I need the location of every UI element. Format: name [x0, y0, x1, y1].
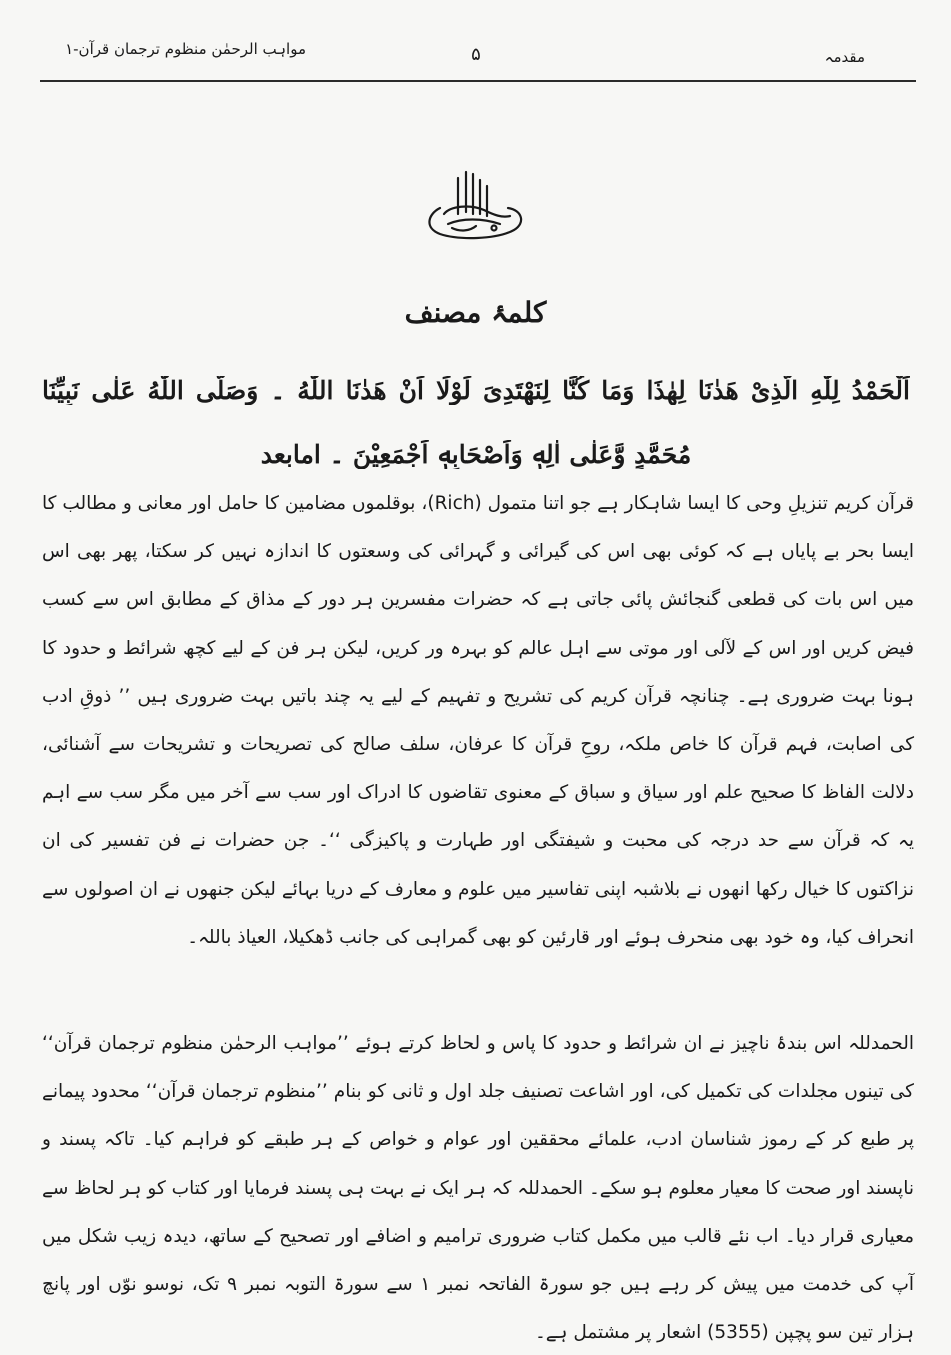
- body-paragraph-2: الحمدللہ اس بندۂ ناچیز نے ان شرائط و حدود کا پاس و لحاظ کرتے ہوئے ’’مواہب الرحمٰن منظوم ترجمان قرآن‘‘ کی تینوں مجلدات کی تکمیل کی، اور اشاعت تصنیف جلد اول و ثانی کو بنام ’’منظوم ترجمان قرآن‘‘ محدود پیمانے پر طبع کر کے رموز شناسان ادب، علمائے محققین اور عوام و خواص کے ہر طبقے کو فراہم کیا۔ تاکہ پسند و ناپسند اور صحت کا معیار معلوم ہو سکے۔ الحمدللہ کہ ہر ایک نے بہت ہی پسند فرمایا اور کتاب کو ہر لحاظ سے معیاری قرار دیا۔ اب نئے قالب میں مکمل کتاب ضروری ترامیم و اضافے اور تصحیح کے ساتھ، دیدہ زیب شکل میں آپ کی خدمت میں پیش کر رہے ہیں جو سورۃ الفاتحہ نمبر ۱ سے سورۃ التوبہ نمبر ۹ تک، نوسو نوّں اور پانچ ہزار تین سو پچپن (5355) اشعار پر مشتمل ہے۔: [42, 1033, 915, 1344]
- section-label: مقدمہ: [824, 48, 865, 66]
- book-title: مواہب الرحمٰن منظوم ترجمان قرآن-۱: [65, 40, 306, 58]
- body-paragraph-1: قرآن کریم تنزیلِ وحی کا ایسا شاہکار ہے جو اتنا متمول (Rich)، بوقلموں مضامین کا حامل اور معانی و مطالب کا ایسا بحر بے پایاں ہے کہ کوئی بھی اس کی گیرائی و گہرائی کی وسعتوں کا اندازہ نہیں کر سکتا، پھر بھی اس میں اس بات کی قطعی گنجائش پائی جاتی ہے کہ حضرات مفسرین ہر دور کے مذاق کے مطابق اس سے کسب فیض کریں اور اس کے لآلی اور موتی سے اہل عالم کو بہرہ ور کریں، لیکن ہر فن کے لیے کچھ شرائط و حدود کا ہونا بہت ضروری ہے۔ چنانچہ قرآن کریم کی تشریح و تفہیم کے لیے یہ چند باتیں بہت ضروری ہیں ’’ ذوقِ ادب کی اصابت، فہم قرآن کا خاص ملکہ، روحِ قرآن کا عرفان، سلف صالح کی تصریحات و تشریحات سے آشنائی، دلالت الفاظ کا صحیح علم اور سیاق و سباق کے معنوی تقاضوں کا ادراک اور سب سے آخر میں مگر سب سے اہم یہ کہ قرآن سے حد درجہ کی محبت و شیفتگی اور طہارت و پاکیزگی ‘‘۔ جن حضرات نے فن تفسیر کی ان نزاکتوں کا خیال رکھا انھوں نے بلاشبہ اپنی تفاسیر میں علوم و معارف کے دریا بہائے لیکن جنھوں نے ان اصولوں سے انحراف کیا، وہ خود بھی منحرف ہوئے اور قارئین کو بھی گمراہی کی جانب ڈھکیلا، العیاذ باللہ۔: [42, 493, 914, 948]
- running-header: [0, 0, 951, 90]
- page-number: ۵: [471, 44, 481, 65]
- chapter-title: کلمۂ مصنف: [404, 296, 547, 329]
- header-rule: [40, 80, 916, 82]
- arabic-invocation-line-2: مُحَمَّدٍ وَّعَلٰى اٰلِهٖ وَاَصْحَابِهٖ اَجْمَعِيْنَ ۔ امابعد: [260, 440, 692, 469]
- arabic-invocation-line-1: اَلْحَمْدُ لِلّٰهِ الَّذِیْ هَدٰنَا لِهٰذَا وَمَا كُنَّا لِنَهْتَدِیَ لَوْلَا اَنْ هَدٰنَا اللّٰهُ ۔ وَصَلَّى اللّٰهُ عَلٰى نَبِيِّنَا: [42, 376, 910, 405]
- bismillah-calligraphy-emblem: [410, 168, 538, 246]
